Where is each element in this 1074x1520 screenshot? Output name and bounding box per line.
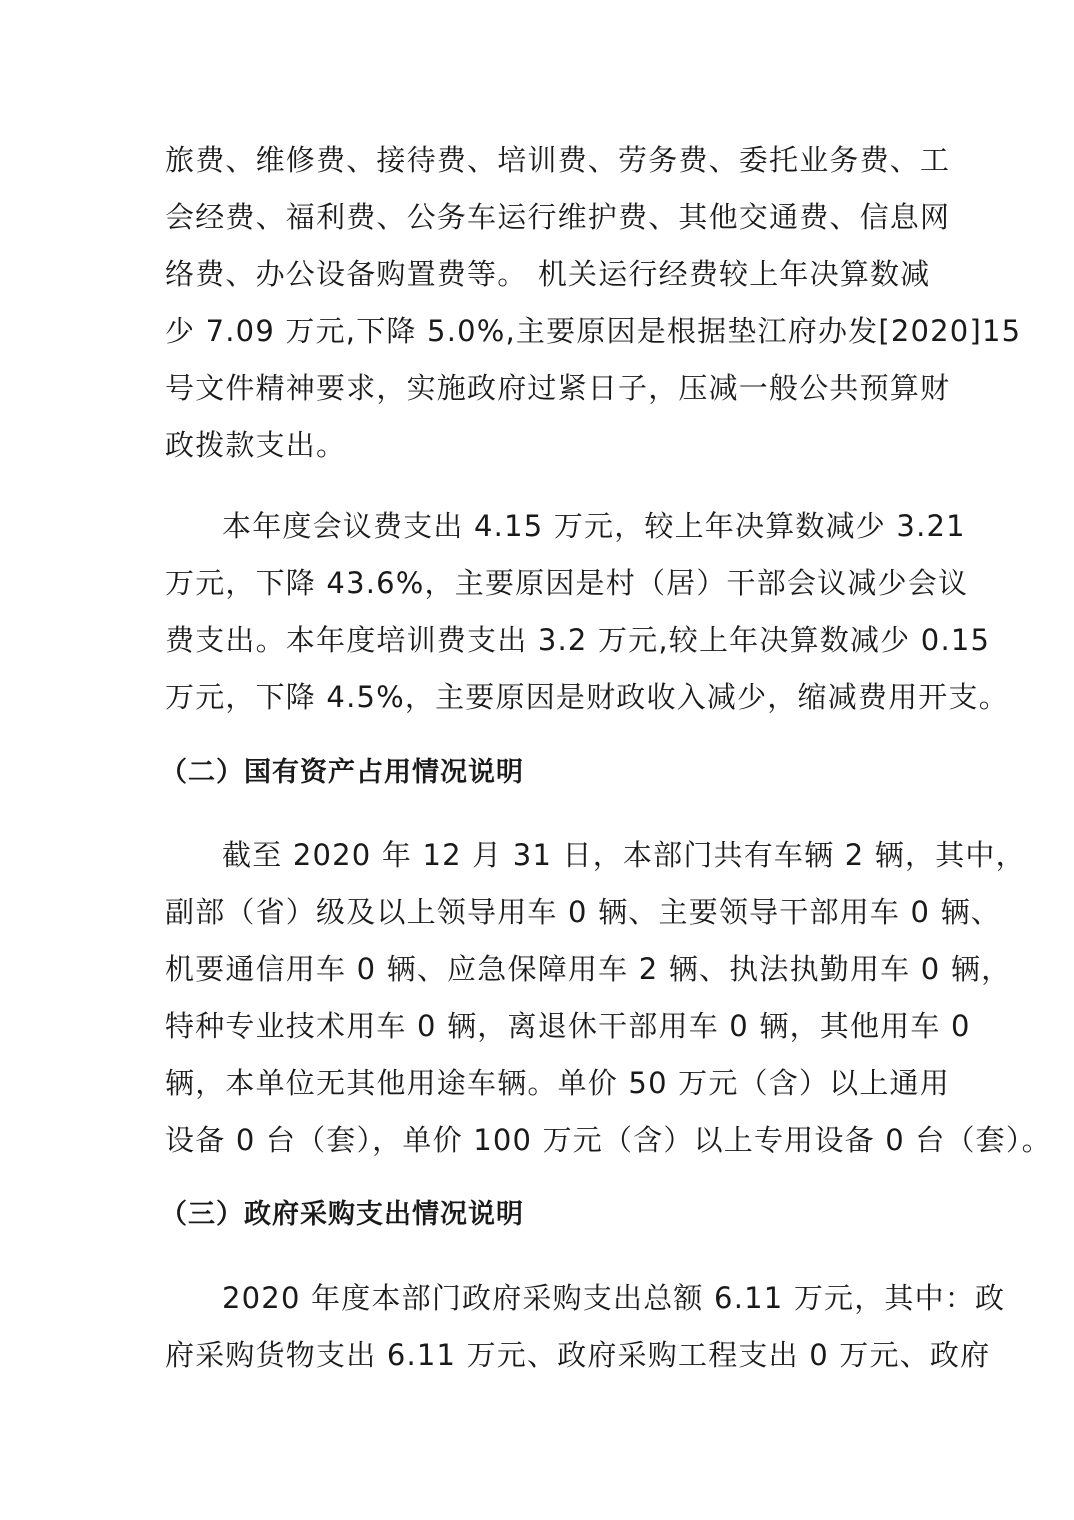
paragraph-line: 旅费、维修费、接待费、培训费、劳务费、委托业务费、工 (165, 143, 951, 177)
paragraph-line: 本年度会议费支出 4.15 万元，较上年决算数减少 3.21 (222, 509, 966, 543)
paragraph-line: 府采购货物支出 6.11 万元、政府采购工程支出 0 万元、政府 (165, 1338, 991, 1372)
paragraph-line: 号文件精神要求，实施政府过紧日子，压减一般公共预算财 (165, 371, 951, 405)
paragraph-line: 2020 年度本部门政府采购支出总额 6.11 万元，其中：政 (222, 1281, 1006, 1315)
paragraph-line: 辆，本单位无其他用途车辆。单价 50 万元（含）以上通用 (165, 1066, 950, 1100)
paragraph-line: 特种专业技术用车 0 辆，离退休干部用车 0 辆，其他用车 0 (165, 1009, 971, 1043)
section-heading: （三）政府采购支出情况说明 (160, 1199, 524, 1230)
paragraph-line: 络费、办公设备购置费等。 机关运行经费较上年决算数减 (165, 257, 931, 291)
paragraph-line: 万元，下降 4.5%，主要原因是财政收入减少，缩减费用开支。 (165, 680, 1009, 714)
paragraph-line: 设备 0 台（套），单价 100 万元（含）以上专用设备 0 台（套）。 (165, 1123, 1052, 1157)
paragraph-line: 万元，下降 43.6%，主要原因是村（居）干部会议减少会议 (165, 566, 969, 600)
section-heading: （二）国有资产占用情况说明 (160, 757, 524, 788)
paragraph-line: 会经费、福利费、公务车运行维护费、其他交通费、信息网 (165, 200, 951, 234)
paragraph-line: 少 7.09 万元,下降 5.0%,主要原因是根据垫江府办发[2020]15 (165, 314, 1022, 348)
paragraph-line: 费支出。本年度培训费支出 3.2 万元,较上年决算数减少 0.15 (165, 623, 991, 657)
paragraph-line: 政拨款支出。 (165, 428, 347, 462)
paragraph-line: 机要通信用车 0 辆、应急保障用车 2 辆、执法执勤用车 0 辆， (165, 952, 1012, 986)
paragraph-line: 截至 2020 年 12 月 31 日，本部门共有车辆 2 辆，其中， (222, 838, 1026, 872)
paragraph-line: 副部（省）级及以上领导用车 0 辆、主要领导干部用车 0 辆、 (165, 895, 1001, 929)
